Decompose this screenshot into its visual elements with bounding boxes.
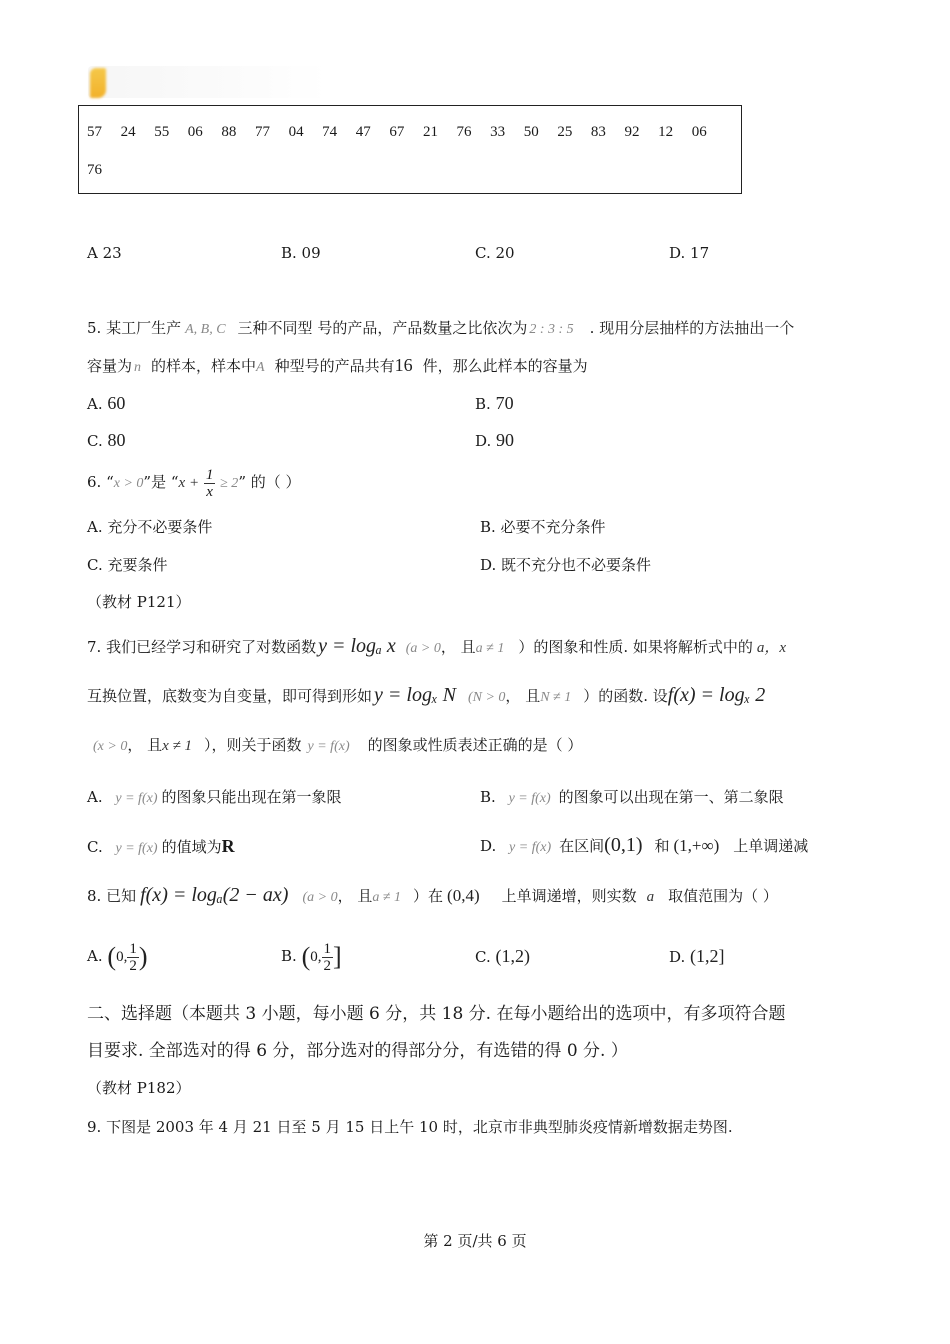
q8-stem: 8. 已知 f(x) = logₐ(2 − ax) (a > 0， 且a ≠ 1 ）在 (0,4) 上单调递增，则实数 a 取值范围为（ ） [87, 884, 778, 906]
table-row [87, 124, 725, 141]
table-cell: 50 [523, 124, 539, 140]
table-cell: 06 [187, 124, 203, 140]
q8-option-b: B. (0, $\frac{1}{2}$ ] [281, 940, 342, 974]
random-number-table [78, 105, 742, 194]
table-cell: 55 [154, 124, 170, 140]
q4-option-c: C. 20 [475, 244, 515, 262]
table-cell: 33 [490, 124, 506, 140]
table-cell: 24 [120, 124, 136, 140]
table-cell: 74 [322, 124, 338, 140]
q5-option-d: D. 90 [475, 430, 515, 450]
q7-option-d: D. y = f(x) 在区间(0,1) 和 (1,+∞) 上单调递减 [480, 834, 809, 856]
q7-option-c: C. y = f(x) 的值域为R [87, 836, 235, 856]
q7-option-b: B. y = f(x) 的图象可以出现在第一、第二象限 [480, 788, 784, 806]
q7-option-a: A. y = f(x) 的图象只能出现在第一象限 [87, 788, 342, 806]
q6-fraction: $\frac{1}{x}$ [205, 466, 214, 500]
q5-option-b: B. 70 [475, 393, 514, 413]
q9-stem: 9. 下图是 2003 年 4 月 21 日至 5 月 15 日上午 10 时，北京市非典型肺炎疫情新增数据走势图. [87, 1118, 733, 1136]
q8-option-c: C. (1,2) [475, 946, 530, 966]
q7-line3: (x > 0， 且x ≠ 1 ），则关于函数 y = f(x) 的图象或性质表述正确的是（ ） [93, 736, 583, 754]
section2-heading-line2: 目要求. 全部选对的得 6 分，部分选对的得部分分，有选错的得 0 分. ） [87, 1041, 628, 1061]
table-row [87, 162, 121, 179]
q6-option-c: C. 充要条件 [87, 556, 168, 574]
q8-option-a: A. (0, $\frac{1}{2}$ ) [87, 940, 148, 974]
table-cell: 06 [691, 124, 707, 140]
q7-line1: 7. 我们已经学习和研究了对数函数 y = logₐ x (a > 0， 且a ≠ 1 ）的图象和性质. 如果将解析式中的 a，x [87, 635, 787, 657]
table-cell: 77 [254, 124, 270, 140]
q6-option-d: D. 既不充分也不必要条件 [480, 556, 652, 574]
table-cell: 76 [87, 162, 102, 178]
page-footer: 第 2 页/共 6 页 [423, 1232, 527, 1250]
table-cell: 92 [624, 124, 640, 140]
header-logo-area [88, 66, 328, 98]
section2-source: （教材 P182） [87, 1079, 191, 1097]
q4-option-a: A 23 [87, 244, 122, 262]
table-cell: 76 [456, 124, 472, 140]
table-cell: 04 [288, 124, 304, 140]
q4-option-b: B. 09 [281, 244, 321, 262]
q5-stem-line1: 5. 某工厂生产 A, B, C 三种不同型 号的产品，产品数量之比依次为 2 : 3 : 5 . 现用分层抽样的方法抽出一个 [87, 319, 795, 337]
q7-line2: 互换位置，底数变为自变量，即可得到形如 y = logₓ N (N > 0， 且N ≠ 1 ）的函数. 设f(x) = logₓ 2 [87, 684, 766, 706]
q6-stem: 6. “x > 0”是 “x + $\frac{1}{x}$ ≥ 2” 的（ ） [87, 466, 301, 500]
logo-icon [90, 68, 106, 98]
table-cell: 83 [590, 124, 606, 140]
table-cell: 47 [355, 124, 371, 140]
q5-option-a: A. 60 [87, 393, 126, 413]
q6-option-b: B. 必要不充分条件 [480, 518, 606, 536]
q5-stem-line2: 容量为 n 的样本，样本中A 种型号的产品共有16 件，那么此样本的容量为 [87, 355, 588, 375]
table-cell: 12 [658, 124, 674, 140]
section2-heading-line1: 二、选择题（本题共 3 小题，每小题 6 分，共 18 分. 在每小题给出的选项中，有多项符合题 [87, 1004, 786, 1024]
q5-option-c: C. 80 [87, 430, 126, 450]
table-cell: 25 [557, 124, 573, 140]
table-cell: 57 [87, 124, 102, 140]
q6-source: （教材 P121） [87, 593, 191, 611]
table-cell: 67 [389, 124, 405, 140]
q6-option-a: A. 充分不必要条件 [87, 518, 213, 536]
q8-option-d: D. (1,2] [669, 946, 725, 966]
table-cell: 21 [422, 124, 438, 140]
q4-option-d: D. 17 [669, 244, 710, 262]
table-cell: 88 [221, 124, 237, 140]
